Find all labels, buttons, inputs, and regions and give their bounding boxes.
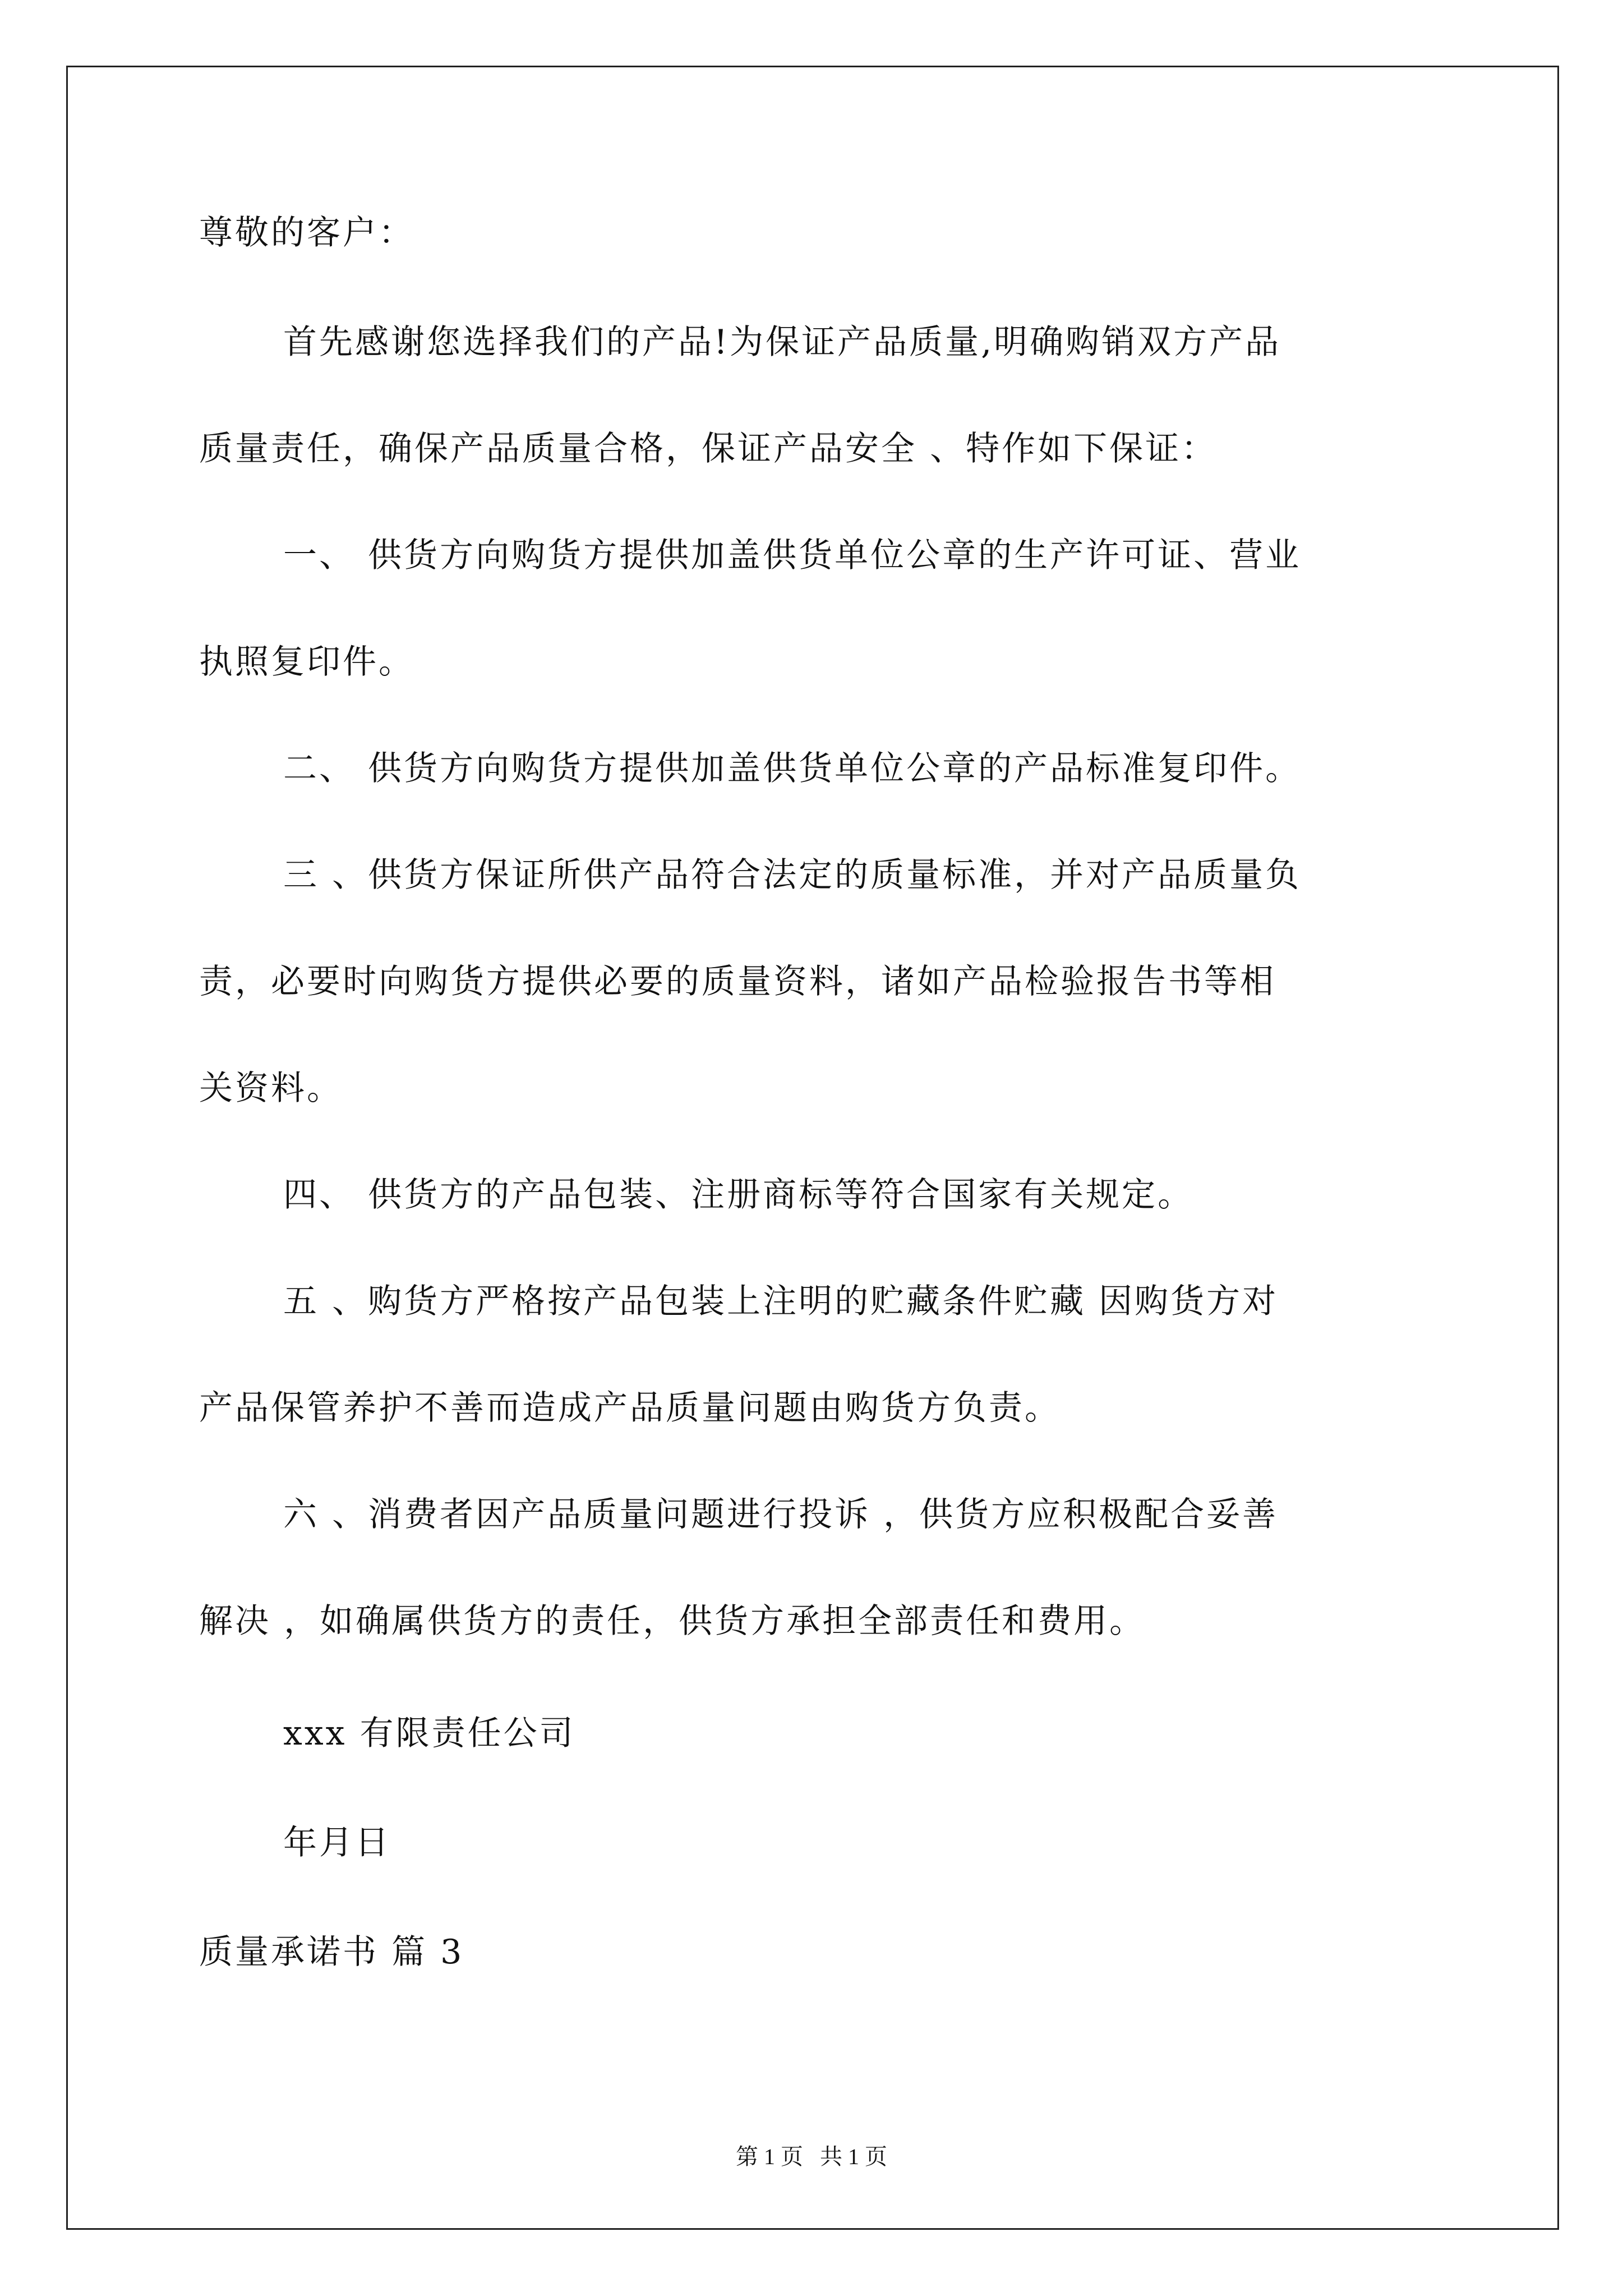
paragraph-line: 产品保管养护不善而造成产品质量问题由购货方负责。 (199, 1388, 1061, 1428)
page-footer: 第 1 页 共 1 页 (736, 2144, 887, 2169)
paragraph-line: 二、 供货方向购货方提供加盖供货单位公章的产品标准复印件。 (283, 749, 1302, 788)
section-heading: 质量承诺书 篇 3 (199, 1932, 464, 1972)
paragraph-line: 五 、购货方严格按产品包装上注明的贮藏条件贮藏 因购货方对 (283, 1282, 1279, 1321)
page-border (66, 66, 1559, 2230)
paragraph-line: 三 、供货方保证所供产品符合法定的质量标准，并对产品质量负 (283, 855, 1302, 895)
paragraph-line: 四、 供货方的产品包装、注册商标等符合国家有关规定。 (283, 1175, 1194, 1214)
paragraph-line: 六 、消费者因产品质量问题进行投诉 ，供货方应积极配合妥善 (283, 1495, 1279, 1534)
date-line: 年月日 (283, 1823, 391, 1862)
paragraph-line: 执照复印件。 (199, 642, 414, 682)
paragraph-line: 首先感谢您选择我们的产品!为保证产品质量,明确购销双方产品 (283, 323, 1281, 362)
paragraph-line: 关资料。 (199, 1069, 343, 1108)
company-name: xxx 有限责任公司 (283, 1714, 575, 1753)
salutation: 尊敬的客户： (199, 213, 414, 252)
paragraph-line: 责，必要时向购货方提供必要的质量资料，诸如产品检验报告书等相 (199, 962, 1276, 1001)
paragraph-line: 质量责任，确保产品质量合格，保证产品安全 、特作如下保证： (199, 429, 1218, 468)
paragraph-line: 一、 供货方向购货方提供加盖供货单位公章的生产许可证、营业 (283, 536, 1302, 575)
paragraph-line: 解决 ，如确属供货方的责任，供货方承担全部责任和费用。 (199, 1602, 1146, 1641)
